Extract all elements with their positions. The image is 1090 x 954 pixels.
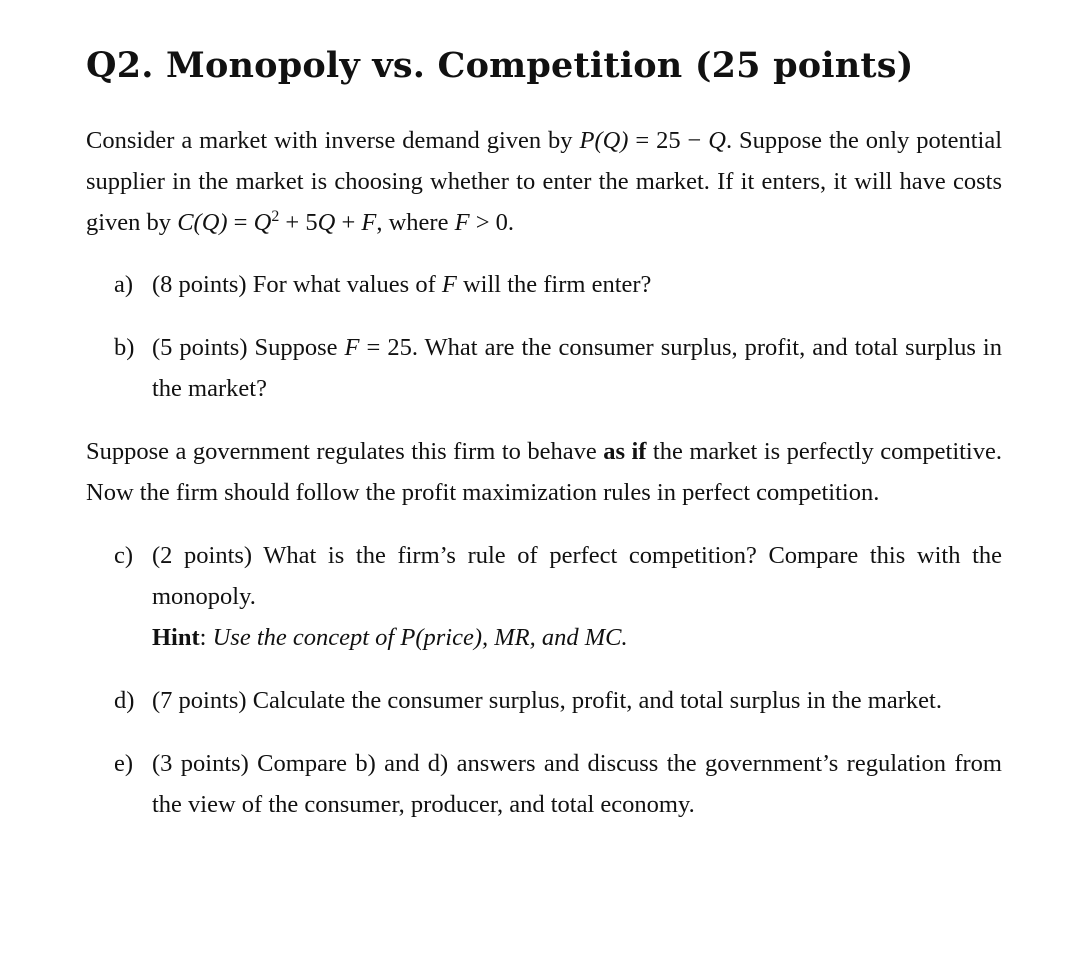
part-b: b) (5 points) Suppose F = 25. What are the consumer surplus, profit, and total surplus in the market? <box>86 327 1002 409</box>
parts-list-monopoly <box>86 264 1002 409</box>
parts-list-competition <box>86 535 1002 825</box>
part-e: e) (3 points) Compare b) and d) answers and discuss the government’s regulation from the view of the consumer, producer, and total economy. <box>86 743 1002 825</box>
hint: Hint: Use the concept of P(price), MR, and MC. <box>152 624 628 651</box>
part-a: a) (8 points) For what values of F will the firm enter? <box>86 264 1002 305</box>
hint-text: Use the concept of P(price), MR, and MC. <box>212 624 628 651</box>
question-title: Q2. Monopoly vs. Competition (25 points) <box>86 45 914 86</box>
part-marker: e) <box>114 750 134 777</box>
regulation-paragraph: Suppose a government regulates this firm to behave as if the market is perfectly competitive. Now the firm should follow the profit maximization rules in perfect competition. <box>86 438 1002 506</box>
demand-function: P(Q) <box>579 127 629 154</box>
part-d: d) (7 points) Calculate the consumer surplus, profit, and total surplus in the market. <box>86 680 1002 721</box>
part-marker: b) <box>114 334 135 361</box>
emphasis-as-if: as if <box>603 438 647 465</box>
part-marker: a) <box>114 271 134 298</box>
part-c: c) (2 points) What is the firm’s rule of perfect competition? Compare this with the monopoly. Hint: Use the concept of P(price), MR, and MC. <box>86 535 1002 658</box>
hint-label: Hint <box>152 624 200 651</box>
part-marker: d) <box>114 687 135 714</box>
intro-paragraph: Consider a market with inverse demand given by P(Q) = 25 − Q. Suppose the only potential supplier in the market is choosing whether to enter the market. If it enters, it will have costs given by $C(Q) = Q^2 + 5Q + F$, where F > 0. <box>86 127 1003 236</box>
part-marker: c) <box>114 542 134 569</box>
question-page <box>86 40 1002 825</box>
cost-function: C(Q) <box>177 209 228 236</box>
